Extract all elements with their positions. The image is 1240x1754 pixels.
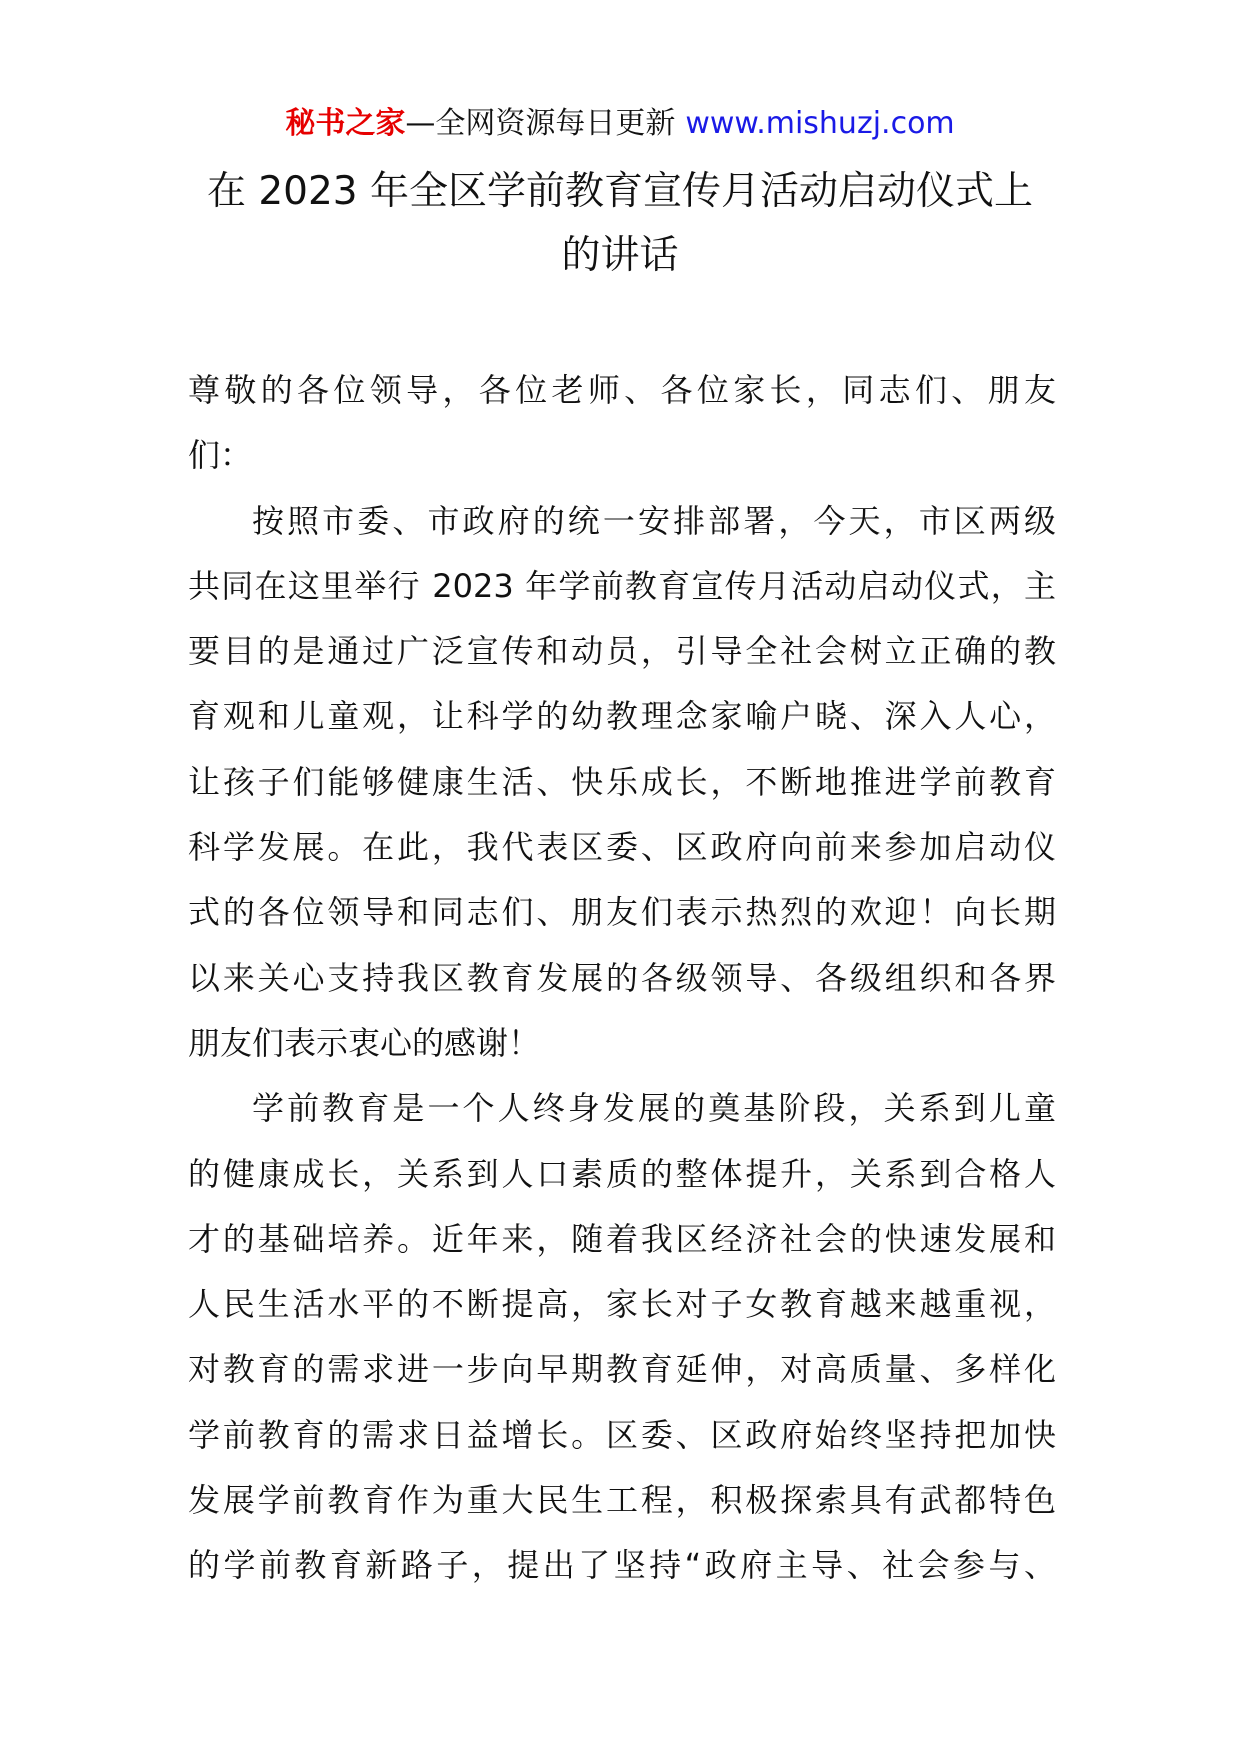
paragraph-line: 人民生活水平的不断提高，家长对子女教育越来越重视，: [188, 1285, 1056, 1324]
paragraph-line: 科学发展。在此，我代表区委、区政府向前来参加启动仪: [188, 828, 1056, 867]
paragraph-line: 的健康成长，关系到人口素质的整体提升，关系到合格人: [188, 1154, 1056, 1193]
paragraph-line: 按照市委、市政府的统一安排部署，今天，市区两级: [252, 501, 1056, 540]
paragraph-line: 才的基础培养。近年来，随着我区经济社会的快速发展和: [188, 1219, 1056, 1258]
paragraph-line: 的学前教育新路子，提出了坚持“政府主导、社会参与、: [188, 1546, 1056, 1585]
document-body: [188, 358, 1056, 1599]
title-line: 在 2023 年全区学前教育宣传月活动启动仪式上: [206, 169, 1034, 214]
paragraph-line: 式的各位领导和同志们、朋友们表示热烈的欢迎！向长期: [188, 893, 1056, 932]
site-header: [0, 102, 1240, 146]
site-url-link[interactable]: www.mishuzj.com: [685, 106, 955, 141]
salutation-line: 尊敬的各位领导，各位老师、各位家长，同志们、朋友: [188, 371, 1056, 409]
site-tagline: —全网资源每日更新: [405, 106, 676, 141]
paragraph-line: 育观和儿童观，让科学的幼教理念家喻户晓、深入人心，: [188, 697, 1056, 736]
paragraph-line: 朋友们表示衷心的感谢！: [188, 1023, 541, 1062]
paragraph-line: 以来关心支持我区教育发展的各级领导、各级组织和各界: [188, 958, 1056, 997]
paragraph-line: 对教育的需求进一步向早期教育延伸，对高质量、多样化: [188, 1350, 1056, 1389]
paragraph-line: 发展学前教育作为重大民生工程，积极探索具有武都特色: [188, 1481, 1056, 1520]
paragraph-line: 学前教育的需求日益增长。区委、区政府始终坚持把加快: [188, 1415, 1056, 1454]
paragraph-line: 让孩子们能够健康生活、快乐成长，不断地推进学前教育: [188, 762, 1056, 801]
paragraph-line: 学前教育是一个人终身发展的奠基阶段，关系到儿童: [252, 1089, 1056, 1128]
site-brand: 秘书之家: [285, 106, 406, 141]
document-title: [0, 160, 1240, 288]
salutation-line: 们：: [188, 436, 253, 475]
paragraph-line: 要目的是通过广泛宣传和动员，引导全社会树立正确的教: [188, 632, 1056, 671]
paragraph-line: 共同在这里举行 2023 年学前教育宣传月活动启动仪式，主: [188, 566, 1056, 605]
title-line: 的讲话: [561, 233, 679, 278]
